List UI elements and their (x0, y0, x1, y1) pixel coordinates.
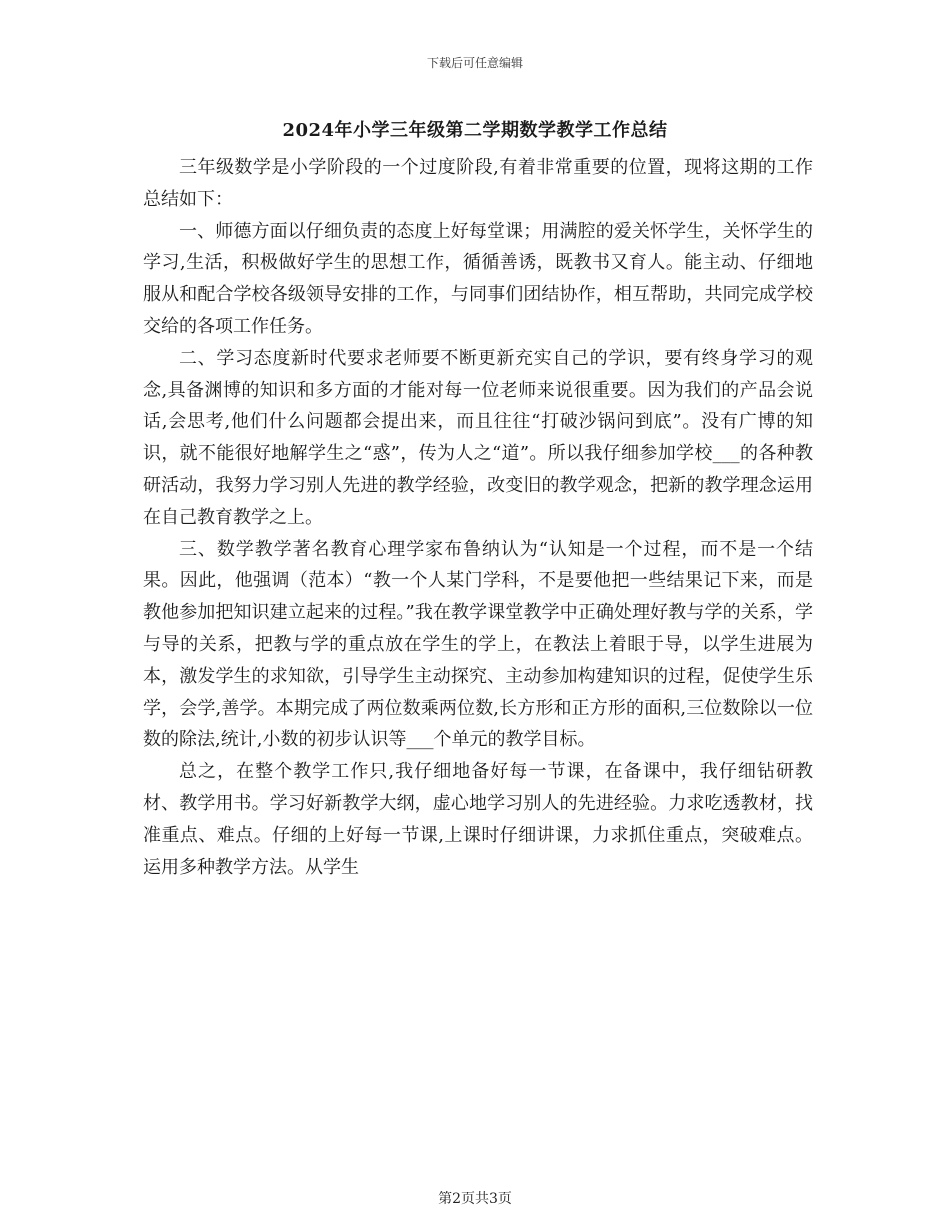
page-number: 第2页共3页 (438, 1191, 512, 1207)
paragraph-intro: 三年级数学是小学阶段的一个过度阶段,有着非常重要的位置，现将这期的工作总结如下： (143, 157, 813, 210)
paragraph-learning-attitude: 二、学习态度新时代要求老师要不断更新充实自己的学识，要有终身学习的观念,具备渊博的知识和多方面的才能对每一位老师来说很重要。因为我们的产品会说话,会思考,他们什么问题都会提出来，而且往往“打破沙锅问到底”。没有广博的知识，就不能很好地解学生之“惑”，传为人之“道”。所以我仔细参加学校___的各种教研活动，我努力学习别人先进的教学经验，改变旧的教学观念，把新的教学理念运用在自己教育教学之上。 (143, 347, 813, 528)
paragraph-summary: 总之，在整个教学工作只,我仔细地备好每一节课，在备课中，我仔细钻研教材、教学用书。学习好新教学大纲，虚心地学习别人的先进经验。力求吃透教材，找准重点、难点。仔细的上好每一节课,上课时仔细讲课，力求抓住重点，突破难点。运用多种教学方法。从学生 (143, 761, 813, 878)
header-note: 下载后可任意编辑 (426, 56, 523, 70)
paragraph-math-teaching: 三、数学教学著名教育心理学家布鲁纳认为“认知是一个过程，而不是一个结果。因此，他强调（范本）“教一个人某门学科，不是要他把一些结果记下来，而是教他参加把知识建立起来的过程。”我在教学课堂教学中正确处理好教与学的关系，学与导的关系，把教与学的重点放在学生的学上，在教法上着眼于导，以学生进展为本，激发学生的求知欲，引导学生主动探究、主动参加构建知识的过程，促使学生乐学，会学,善学。本期完成了两位数乘两位数,长方形和正方形的面积,三位数除以一位数的除法,统计,小数的初步认识等___个单元的教学目标。 (143, 538, 813, 751)
paragraph-ethics: 一、师德方面以仔细负责的态度上好每堂课；用满腔的爱关怀学生，关怀学生的学习,生活，积极做好学生的思想工作，循循善诱，既教书又育人。能主动、仔细地服从和配合学校各级领导安排的工作，与同事们团结协作，相互帮助，共同完成学校交给的各项工作任务。 (143, 220, 813, 337)
document-title: 2024年小学三年级第二学期数学教学工作总结 (282, 120, 668, 141)
document-body (143, 152, 813, 883)
